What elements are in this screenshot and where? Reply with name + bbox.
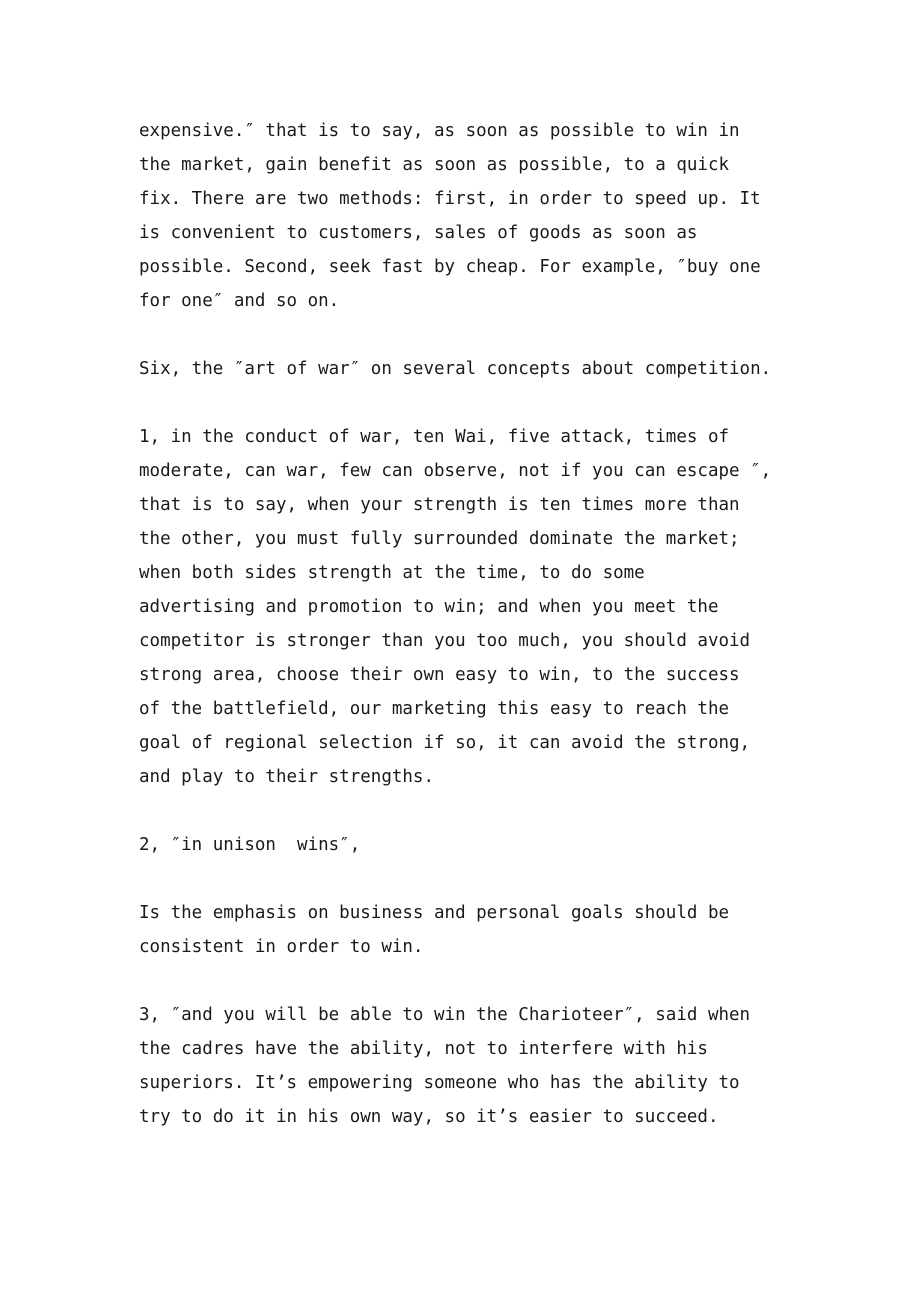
text-line: 3, ″and you will be able to win the Charioteer″, said when <box>139 1005 751 1025</box>
text-line: moderate, can war, few can observe, not if you can escape ″, <box>139 461 772 481</box>
text-line: the market, gain benefit as soon as possible, to a quick <box>139 155 730 175</box>
text-line: possible. Second, seek fast by cheap. For example, ″buy one <box>139 257 761 277</box>
paragraph-expensive <box>139 114 799 318</box>
paragraph-point-3 <box>139 998 799 1134</box>
text-line: superiors. It’s empowering someone who has the ability to <box>139 1073 740 1093</box>
text-line: for one″ and so on. <box>139 291 340 311</box>
text-line: the other, you must fully surrounded dominate the market; <box>139 529 740 549</box>
text-line: of the battlefield, our marketing this easy to reach the <box>139 699 730 719</box>
paragraph-point-2-detail <box>139 896 799 964</box>
text-line: 2, ″in unison wins″, <box>139 835 361 855</box>
text-line: try to do it in his own way, so it’s easier to succeed. <box>139 1107 719 1127</box>
text-line: advertising and promotion to win; and when you meet the <box>139 597 719 617</box>
text-line: the cadres have the ability, not to interfere with his <box>139 1039 708 1059</box>
text-line: that is to say, when your strength is ten times more than <box>139 495 740 515</box>
text-line: strong area, choose their own easy to win, to the success <box>139 665 740 685</box>
text-line: competitor is stronger than you too much, you should avoid <box>139 631 751 651</box>
text-line: expensive.″ that is to say, as soon as possible to win in <box>139 121 740 141</box>
text-line: consistent in order to win. <box>139 937 424 957</box>
section-heading-six <box>139 352 799 386</box>
document-body <box>139 114 799 1168</box>
text-line: Six, the ″art of war″ on several concepts about competition. <box>139 359 772 379</box>
text-line: Is the emphasis on business and personal goals should be <box>139 903 730 923</box>
text-line: fix. There are two methods: first, in order to speed up. It <box>139 189 761 209</box>
text-line: goal of regional selection if so, it can avoid the strong, <box>139 733 751 753</box>
text-line: when both sides strength at the time, to do some <box>139 563 645 583</box>
paragraph-point-2 <box>139 828 799 862</box>
paragraph-point-1 <box>139 420 799 794</box>
text-line: 1, in the conduct of war, ten Wai, five attack, times of <box>139 427 730 447</box>
text-line: and play to their strengths. <box>139 767 435 787</box>
text-line: is convenient to customers, sales of goods as soon as <box>139 223 698 243</box>
